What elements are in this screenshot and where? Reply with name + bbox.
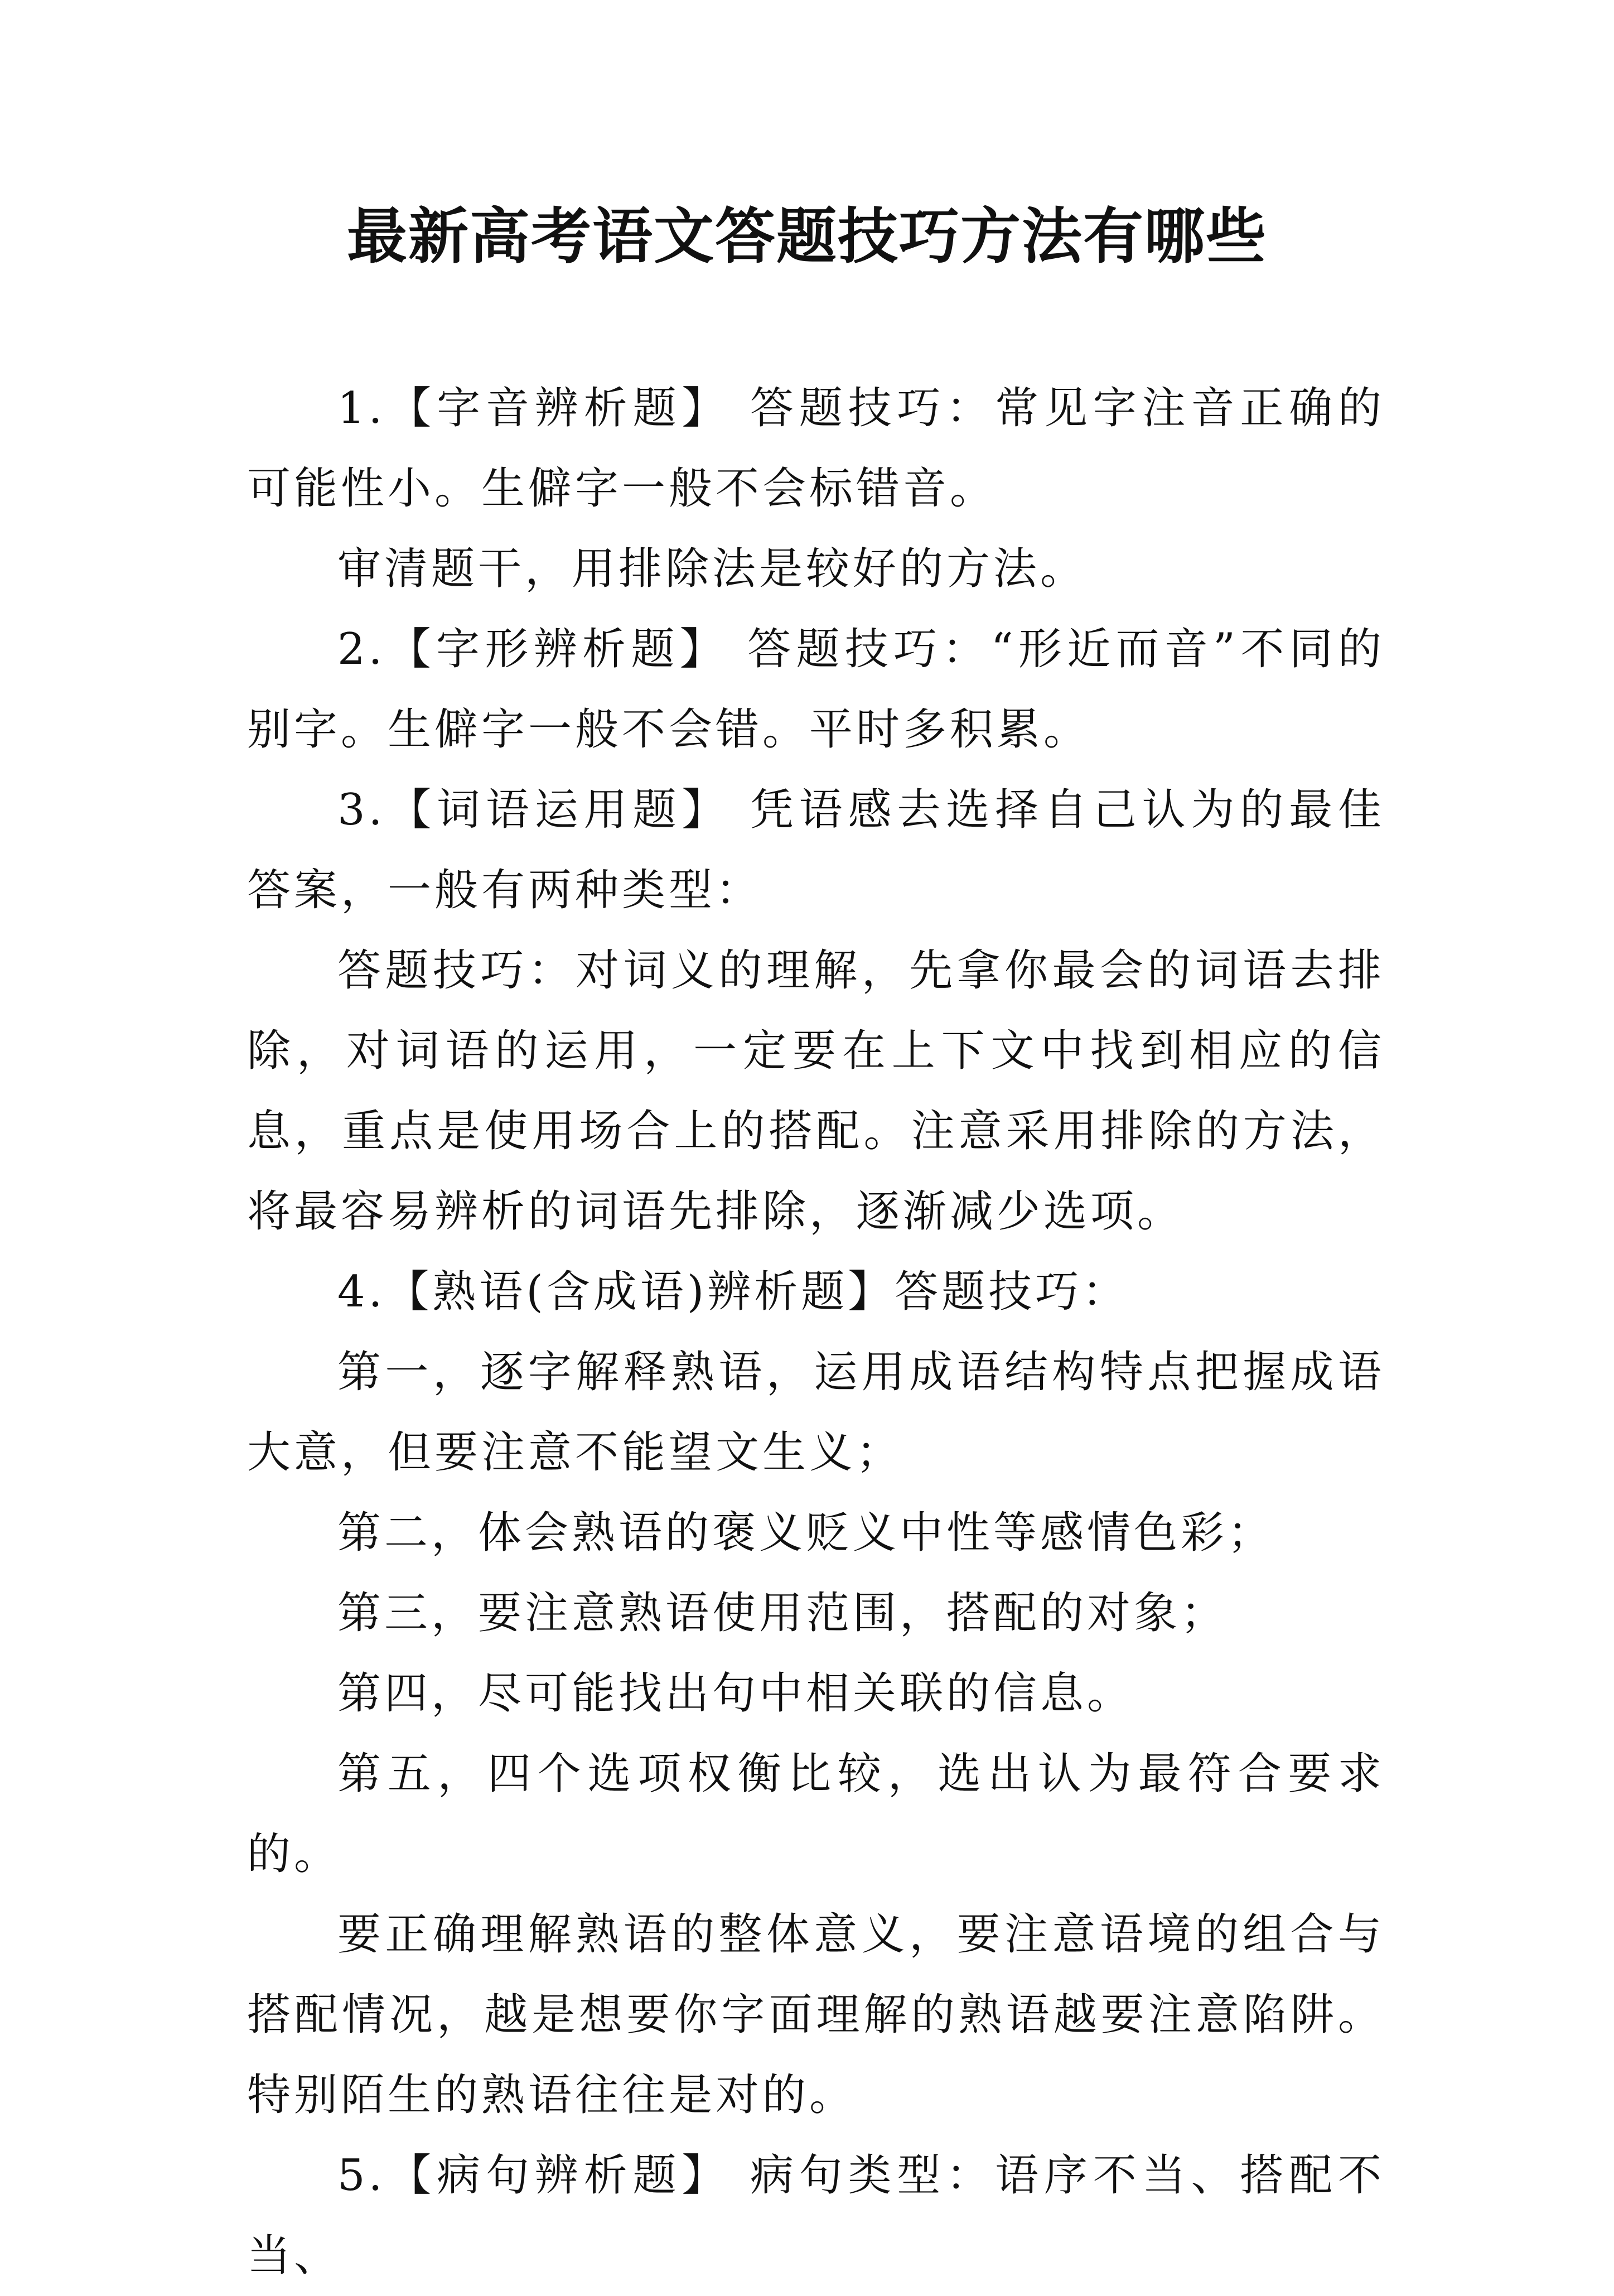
paragraph-4: 3.【词语运用题】 凭语感去选择自己认为的最佳答案，一般有两种类型：	[247, 785, 1385, 915]
document-title: 最新高考语文答题技巧方法有哪些	[346, 202, 1267, 272]
paragraph-3: 2.【字形辨析题】 答题技巧：“形近而音”不同的别字。生僻字一般不会错。平时多积累。	[247, 624, 1385, 755]
paragraph-9: 第三，要注意熟语使用范围，搭配的对象；	[337, 1588, 1228, 1638]
paragraph-12: 要正确理解熟语的整体意义，要注意语境的组合与搭配情况，越是想要你字面理解的熟语越要注意陷阱。特别陌生的熟语往往是对的。	[247, 1909, 1385, 2120]
paragraph-2: 审清题干，用排除法是较好的方法。	[337, 544, 1088, 594]
paragraph-1: 1.【字音辨析题】 答题技巧：常见字注音正确的可能性小。生僻字一般不会标错音。	[247, 383, 1385, 514]
paragraph-11: 第五，四个选项权衡比较，选出认为最符合要求的。	[247, 1749, 1385, 1879]
document-body	[247, 368, 1385, 2296]
paragraph-5: 答题技巧：对词义的理解，先拿你最会的词语去排除，对词语的运用，一定要在上下文中找到相应的信息，重点是使用场合上的搭配。注意采用排除的方法，将最容易辨析的词语先排除，逐渐减少选项。	[247, 946, 1385, 1237]
paragraph-7: 第一，逐字解释熟语，运用成语结构特点把握成语大意，但要注意不能望文生义；	[247, 1347, 1385, 1478]
paragraph-10: 第四，尽可能找出句中相关联的信息。	[337, 1668, 1134, 1719]
paragraph-6: 4.【熟语(含成语)辨析题】答题技巧：	[337, 1267, 1129, 1317]
paragraph-13: 5.【病句辨析题】 病句类型：语序不当、搭配不当、	[247, 2150, 1385, 2281]
paragraph-8: 第二，体会熟语的褒义贬义中性等感情色彩；	[337, 1508, 1275, 1558]
